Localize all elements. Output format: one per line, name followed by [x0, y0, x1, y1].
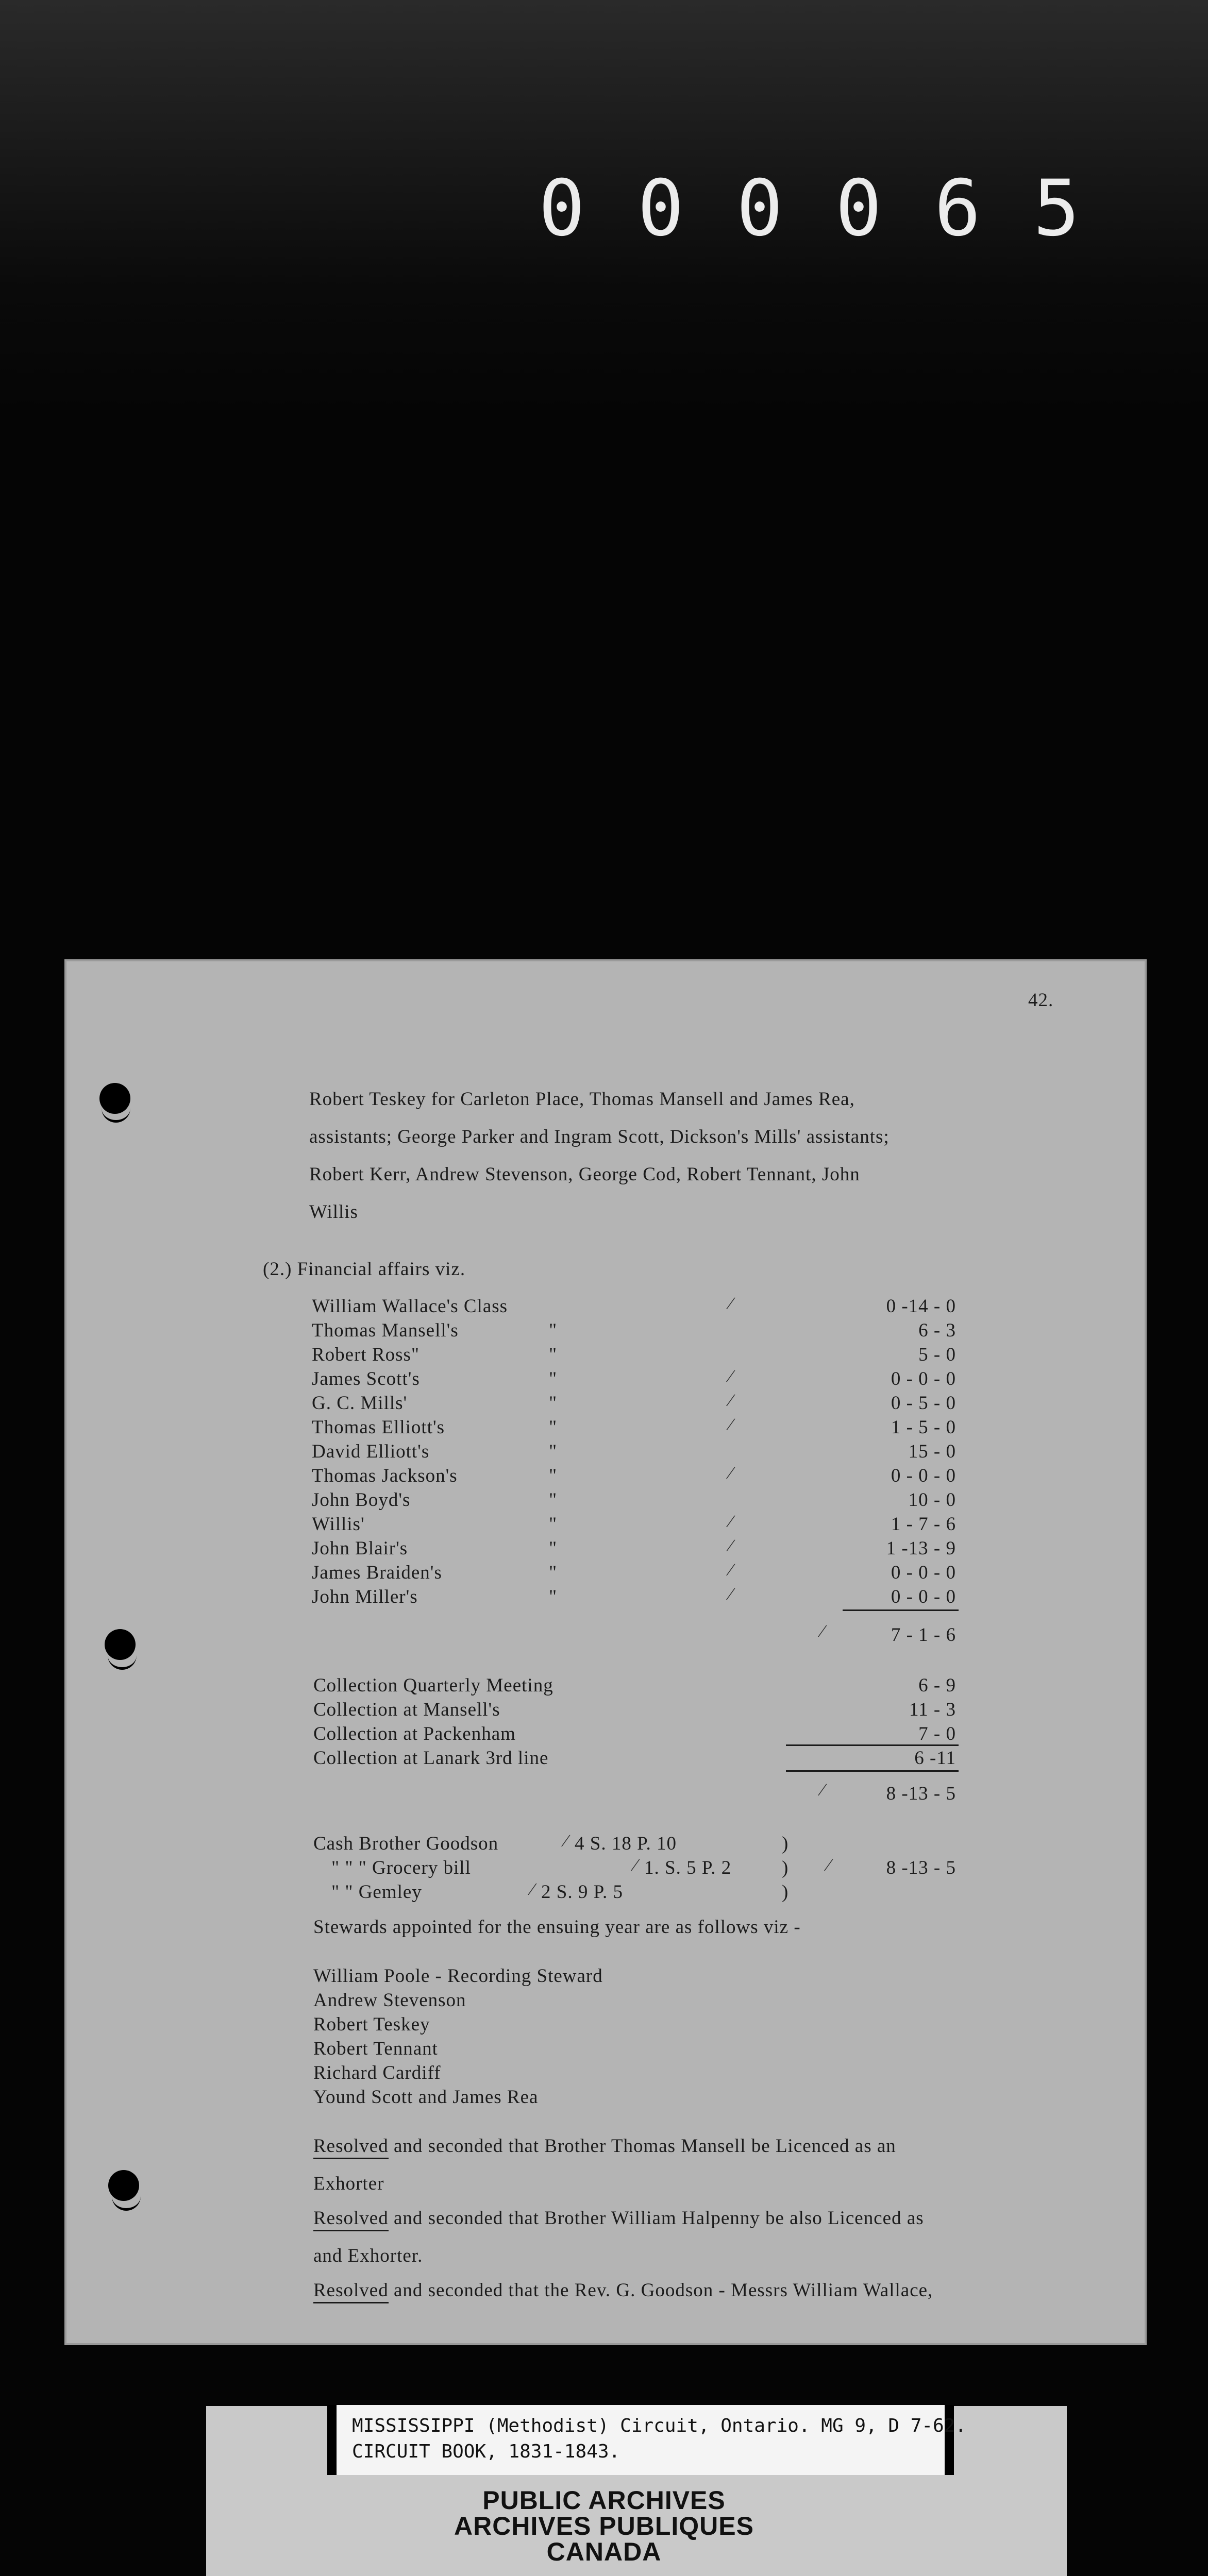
cash-line: " " Gemley — [331, 1882, 422, 1903]
class-amount: 1 - 7 - 6 — [891, 1514, 956, 1535]
resolution-line — [313, 2207, 924, 2229]
archive-label-line: MISSISSIPPI (Methodist) Circuit, Ontario. MG 9, D 7-62. — [352, 2415, 967, 2436]
class-name: G. C. Mills' — [312, 1393, 408, 1414]
resolved-keyword: Resolved — [313, 2208, 389, 2231]
frame-digit: 5 — [1033, 164, 1080, 253]
class-name: John Blair's — [312, 1538, 408, 1559]
class-name: James Scott's — [312, 1368, 420, 1389]
class-name: Robert Ross" — [312, 1344, 420, 1365]
ditto-mark: " — [549, 1538, 558, 1559]
resolved-keyword: Resolved — [313, 2280, 389, 2303]
class-amount: 0 - 0 - 0 — [891, 1586, 956, 1607]
archive-stamp-line: ARCHIVES PUBLIQUES — [454, 2512, 754, 2540]
check-mark-icon: ∕ — [531, 1880, 534, 1899]
steward-name: Richard Cardiff — [313, 2062, 441, 2083]
check-mark-icon: ∕ — [729, 1512, 732, 1531]
resolution-continuation: Exhorter — [313, 2173, 384, 2194]
page-number: 42. — [1028, 990, 1054, 1011]
archive-stamp-line: PUBLIC ARCHIVES — [482, 2486, 726, 2515]
punch-hole-shadow — [108, 1650, 137, 1670]
collection-amount: 11 - 3 — [909, 1699, 956, 1720]
frame-digit: 0 — [736, 164, 783, 253]
ditto-mark: " — [549, 1344, 558, 1365]
steward-name: Robert Tennant — [313, 2038, 438, 2059]
collection-name: Collection at Packenham — [313, 1723, 516, 1744]
check-mark-icon: ∕ — [827, 1856, 830, 1875]
check-mark-icon: ∕ — [564, 1832, 567, 1851]
collection-name: Collection at Mansell's — [313, 1699, 500, 1720]
intro-line: Robert Kerr, Andrew Stevenson, George Cod, Robert Tennant, John — [309, 1164, 860, 1185]
class-amount: 0 - 0 - 0 — [891, 1368, 956, 1389]
collection-name: Collection Quarterly Meeting — [313, 1675, 553, 1696]
check-mark-icon: ∕ — [729, 1415, 732, 1434]
check-mark-icon: ∕ — [821, 1781, 824, 1800]
collection-amount: 6 - 9 — [918, 1675, 956, 1696]
cash-total: 8 -13 - 5 — [886, 1857, 956, 1878]
class-name: Thomas Mansell's — [312, 1320, 459, 1341]
cash-detail: 2 S. 9 P. 5 — [541, 1882, 624, 1903]
class-amount: 1 - 5 - 0 — [891, 1417, 956, 1438]
class-name: David Elliott's — [312, 1441, 430, 1462]
resolution-text: and seconded that Brother William Halpenny be also Licenced as — [388, 2208, 924, 2229]
class-name: John Boyd's — [312, 1489, 411, 1511]
check-mark-icon: ∕ — [729, 1391, 732, 1410]
ditto-mark: " — [549, 1586, 558, 1607]
class-amount: 1 -13 - 9 — [886, 1538, 956, 1559]
frame-digit: 6 — [934, 164, 981, 253]
bracket: ) — [782, 1882, 789, 1903]
document-page — [64, 959, 1147, 2345]
frame-number — [531, 164, 1087, 253]
collection-name: Collection at Lanark 3rd line — [313, 1748, 549, 1769]
resolution-text: and seconded that Brother Thomas Mansell be Licenced as an — [388, 2136, 896, 2157]
check-mark-icon: ∕ — [821, 1622, 824, 1641]
intro-line: assistants; George Parker and Ingram Scott, Dickson's Mills' assistants; — [309, 1126, 890, 1147]
section-heading: (2.) Financial affairs viz. — [263, 1259, 466, 1280]
frame-digit: 0 — [538, 164, 585, 253]
frame-digit: 0 — [637, 164, 684, 253]
collections-total: 8 -13 - 5 — [886, 1783, 956, 1804]
ditto-mark: " — [549, 1417, 558, 1438]
class-amount: 0 - 0 - 0 — [891, 1562, 956, 1583]
resolution-line — [313, 2279, 933, 2301]
steward-name: Yound Scott and James Rea — [313, 2087, 539, 2108]
resolution-line — [313, 2135, 896, 2157]
check-mark-icon: ∕ — [729, 1294, 732, 1313]
archive-label-line: CIRCUIT BOOK, 1831-1843. — [352, 2441, 620, 2462]
ditto-mark: " — [549, 1441, 558, 1462]
ditto-mark: " — [549, 1368, 558, 1389]
classes-total: 7 - 1 - 6 — [891, 1624, 956, 1646]
class-name: Willis' — [312, 1514, 365, 1535]
archive-stamp-line: CANADA — [546, 2537, 662, 2566]
sum-rule — [786, 1744, 959, 1746]
cash-detail: 1. S. 5 P. 2 — [644, 1857, 732, 1878]
class-name: John Miller's — [312, 1586, 418, 1607]
ditto-mark: " — [549, 1562, 558, 1583]
ditto-mark: " — [549, 1465, 558, 1486]
check-mark-icon: ∕ — [729, 1585, 732, 1604]
punch-hole-shadow — [102, 1103, 130, 1123]
class-name: Thomas Elliott's — [312, 1417, 445, 1438]
class-name: Thomas Jackson's — [312, 1465, 458, 1486]
resolution-continuation: and Exhorter. — [313, 2245, 423, 2266]
ditto-mark: " — [549, 1393, 558, 1414]
class-amount: 6 - 3 — [918, 1320, 956, 1341]
class-amount: 0 - 0 - 0 — [891, 1465, 956, 1486]
class-name: William Wallace's Class — [312, 1296, 508, 1317]
cash-detail: 4 S. 18 P. 10 — [575, 1833, 677, 1854]
class-name: James Braiden's — [312, 1562, 442, 1583]
cash-line: " " " Grocery bill — [331, 1857, 471, 1878]
class-amount: 10 - 0 — [908, 1489, 956, 1511]
steward-name: Andrew Stevenson — [313, 1990, 466, 2011]
sum-rule — [843, 1609, 959, 1611]
steward-name: Robert Teskey — [313, 2014, 430, 2035]
steward-name: William Poole - Recording Steward — [313, 1965, 603, 1987]
frame-digit: 0 — [835, 164, 882, 253]
punch-hole-shadow — [112, 2191, 141, 2211]
resolution-text: and seconded that the Rev. G. Goodson - Messrs William Wallace, — [388, 2280, 933, 2301]
check-mark-icon: ∕ — [729, 1536, 732, 1555]
class-amount: 0 -14 - 0 — [886, 1296, 956, 1317]
check-mark-icon: ∕ — [729, 1561, 732, 1580]
resolved-keyword: Resolved — [313, 2136, 389, 2159]
ditto-mark: " — [549, 1320, 558, 1341]
class-amount: 0 - 5 - 0 — [891, 1393, 956, 1414]
check-mark-icon: ∕ — [729, 1367, 732, 1386]
sum-rule — [786, 1770, 959, 1772]
collection-amount: 6 -11 — [914, 1748, 956, 1769]
bracket: ) — [782, 1833, 789, 1854]
stewards-heading: Stewards appointed for the ensuing year are as follows viz - — [313, 1917, 801, 1938]
intro-line: Robert Teskey for Carleton Place, Thomas Mansell and James Rea, — [309, 1089, 855, 1110]
bracket: ) — [782, 1857, 789, 1878]
collection-amount: 7 - 0 — [918, 1723, 956, 1744]
archive-label — [327, 2405, 967, 2475]
class-amount: 15 - 0 — [908, 1441, 956, 1462]
ditto-mark: " — [549, 1514, 558, 1535]
intro-line: Willis — [309, 1201, 358, 1223]
ditto-mark: " — [549, 1489, 558, 1511]
cash-line: Cash Brother Goodson — [313, 1833, 499, 1854]
class-amount: 5 - 0 — [918, 1344, 956, 1365]
check-mark-icon: ∕ — [634, 1856, 637, 1875]
check-mark-icon: ∕ — [729, 1464, 732, 1483]
